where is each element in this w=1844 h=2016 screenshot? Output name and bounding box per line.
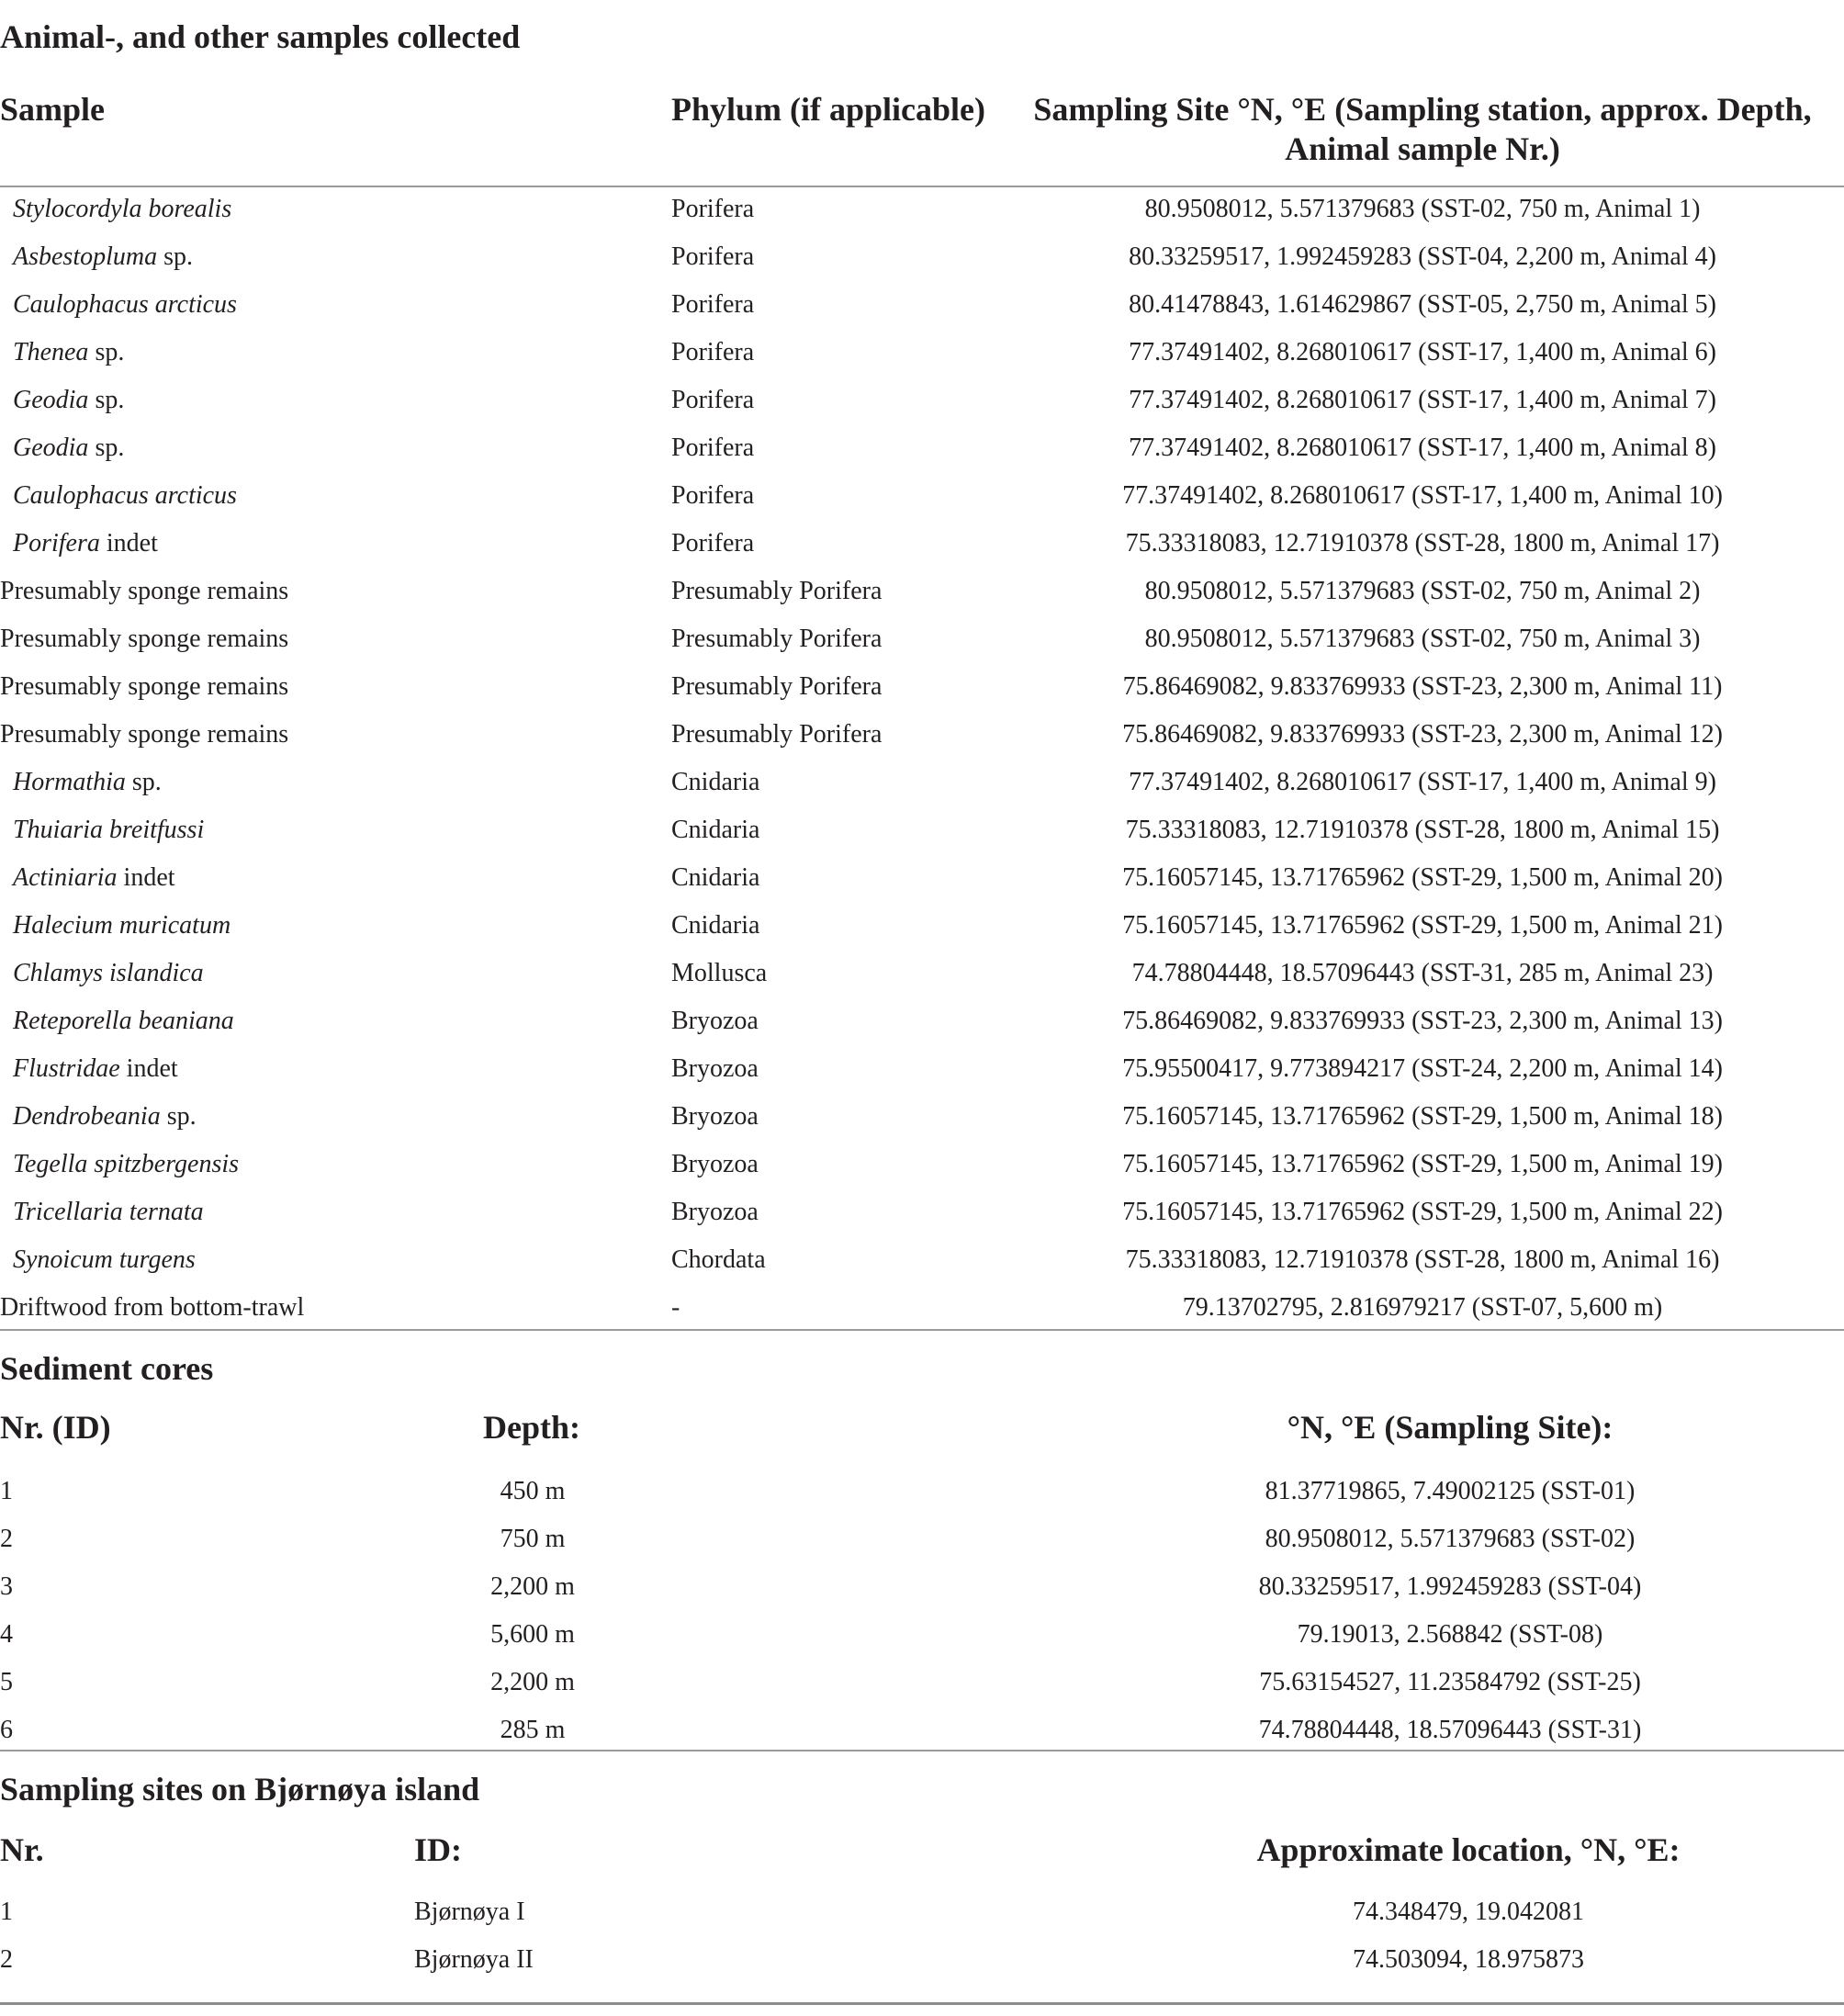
site-nr: 1 — [0, 1898, 13, 1926]
table-row — [0, 1611, 1844, 1659]
sample-site: 75.86469082, 9.833769933 (SST-23, 2,300 m, Animal 13) — [1122, 1007, 1723, 1035]
sample-name: Driftwood from bottom-trawl — [0, 1293, 305, 1322]
sample-taxon: Geodia — [13, 434, 89, 462]
sample-suffix: indet — [99, 529, 158, 557]
sample-site: 75.33318083, 12.71910378 (SST-28, 1800 m, Animal 15) — [1125, 816, 1720, 844]
sample-site: 75.95500417, 9.773894217 (SST-24, 2,200 m, Animal 14) — [1122, 1054, 1723, 1083]
sample-phylum: Porifera — [671, 290, 755, 319]
core-site: 80.9508012, 5.571379683 (SST-02) — [1265, 1525, 1636, 1553]
sample-suffix: indet — [119, 1054, 178, 1083]
core-nr: 5 — [0, 1668, 13, 1696]
core-nr: 4 — [0, 1620, 13, 1649]
table-row — [0, 1045, 1844, 1093]
sample-site: 77.37491402, 8.268010617 (SST-17, 1,400 m, Animal 10) — [1122, 481, 1723, 510]
sample-suffix: sp. — [125, 768, 162, 796]
sample-site: 75.16057145, 13.71765962 (SST-29, 1,500 m, Animal 22) — [1122, 1198, 1723, 1226]
sample-name — [13, 854, 175, 902]
sample-name — [13, 233, 193, 281]
table-row — [0, 186, 1844, 233]
table-row — [0, 424, 1844, 472]
table-row — [0, 663, 1844, 711]
core-depth: 450 m — [500, 1477, 566, 1505]
sample-phylum: Cnidaria — [671, 768, 760, 796]
animal-section-title: Animal-, and other samples collected — [0, 18, 521, 55]
sample-site: 74.78804448, 18.57096443 (SST-31, 285 m, Animal 23) — [1131, 959, 1714, 987]
core-site: 75.63154527, 11.23584792 (SST-25) — [1259, 1668, 1641, 1696]
sample-taxon: Synoicum turgens — [13, 1245, 196, 1274]
sediment-section-bottom-rule — [0, 1750, 1844, 1751]
sample-name: Presumably sponge remains — [0, 720, 289, 749]
header-sample: Sample — [0, 91, 106, 128]
bjornoya-header-location: Approximate location, °N, °E: — [1256, 1831, 1681, 1868]
core-nr: 1 — [0, 1477, 13, 1505]
sample-site: 80.9508012, 5.571379683 (SST-02, 750 m, Animal 3) — [1144, 625, 1701, 653]
sample-name: Presumably sponge remains — [0, 577, 289, 605]
table-row — [0, 615, 1844, 663]
sample-name — [13, 1093, 197, 1141]
sample-phylum: Presumably Porifera — [671, 672, 883, 701]
sample-phylum: Presumably Porifera — [671, 577, 883, 605]
sample-phylum: Cnidaria — [671, 911, 760, 940]
header-sampling-site-line1: Sampling Site °N, °E (Sampling station, approx. Depth, — [1033, 91, 1812, 128]
table-row — [0, 1659, 1844, 1706]
sample-taxon: Thenea — [13, 338, 89, 366]
core-depth: 2,200 m — [490, 1668, 575, 1696]
sample-phylum: Bryozoa — [671, 1150, 759, 1178]
table-row — [0, 520, 1844, 568]
sample-phylum: Bryozoa — [671, 1198, 759, 1226]
sample-phylum: Cnidaria — [671, 816, 760, 844]
sample-phylum: - — [671, 1293, 680, 1322]
sample-phylum: Porifera — [671, 434, 755, 462]
sample-name — [13, 806, 204, 854]
table-row — [0, 329, 1844, 377]
sample-name — [13, 997, 234, 1045]
sample-name — [13, 186, 231, 233]
table-row — [0, 377, 1844, 424]
site-location: 74.503094, 18.975873 — [1353, 1945, 1584, 1974]
sediment-header-site: °N, °E (Sampling Site): — [1287, 1409, 1614, 1446]
header-sampling-site — [1001, 90, 1844, 169]
sample-site: 75.33318083, 12.71910378 (SST-28, 1800 m, Animal 16) — [1125, 1245, 1720, 1274]
sample-name — [13, 424, 124, 472]
sample-taxon: Hormathia — [13, 768, 126, 796]
sample-phylum: Porifera — [671, 481, 755, 510]
sample-phylum: Porifera — [671, 386, 755, 414]
sample-name — [13, 1045, 178, 1093]
sample-site: 77.37491402, 8.268010617 (SST-17, 1,400 m, Animal 6) — [1129, 338, 1716, 366]
sample-phylum: Porifera — [671, 242, 755, 271]
table-row — [0, 281, 1844, 329]
table-row — [0, 1468, 1844, 1515]
table-row — [0, 1563, 1844, 1611]
sample-phylum: Bryozoa — [671, 1007, 759, 1035]
site-location: 74.348479, 19.042081 — [1353, 1898, 1584, 1926]
sample-name — [13, 1141, 239, 1188]
sample-name — [13, 520, 158, 568]
sample-site: 79.13702795, 2.816979217 (SST-07, 5,600 m) — [1182, 1293, 1663, 1322]
sample-name — [13, 377, 124, 424]
table-row — [0, 759, 1844, 806]
site-id: Bjørnøya I — [414, 1898, 525, 1926]
sample-name — [13, 1236, 196, 1284]
bjornoya-section-title: Sampling sites on Bjørnøya island — [0, 1771, 480, 1808]
site-id: Bjørnøya II — [414, 1945, 534, 1974]
sample-suffix: sp. — [88, 434, 125, 462]
table-row — [0, 1936, 1844, 1984]
table-row — [0, 1515, 1844, 1563]
sample-site: 80.9508012, 5.571379683 (SST-02, 750 m, Animal 2) — [1144, 577, 1701, 605]
sample-name: Presumably sponge remains — [0, 672, 289, 701]
sample-site: 75.16057145, 13.71765962 (SST-29, 1,500 m, Animal 21) — [1122, 911, 1723, 940]
sample-site: 75.33318083, 12.71910378 (SST-28, 1800 m, Animal 17) — [1125, 529, 1720, 557]
sample-taxon: Caulophacus arcticus — [13, 290, 237, 319]
sample-taxon: Flustridae — [13, 1054, 120, 1083]
core-depth: 2,200 m — [490, 1572, 575, 1601]
core-nr: 3 — [0, 1572, 13, 1601]
sample-name — [13, 472, 237, 520]
core-site: 80.33259517, 1.992459283 (SST-04) — [1258, 1572, 1642, 1601]
sediment-header-nr: Nr. (ID) — [0, 1409, 111, 1446]
bjornoya-header-id: ID: — [414, 1831, 462, 1868]
sample-site: 75.16057145, 13.71765962 (SST-29, 1,500 m, Animal 19) — [1122, 1150, 1723, 1178]
table-row — [0, 950, 1844, 997]
sediment-header-depth: Depth: — [483, 1409, 580, 1446]
sample-site: 75.86469082, 9.833769933 (SST-23, 2,300 m, Animal 12) — [1122, 720, 1723, 749]
table-row — [0, 1284, 1844, 1332]
table-row — [0, 1093, 1844, 1141]
table-row — [0, 711, 1844, 759]
header-sampling-site-line2: Animal sample Nr.) — [1285, 130, 1560, 167]
sample-name — [13, 902, 230, 950]
table-row — [0, 568, 1844, 615]
sample-name — [13, 281, 237, 329]
sample-taxon: Porifera — [13, 529, 100, 557]
core-site: 79.19013, 2.568842 (SST-08) — [1297, 1620, 1603, 1649]
sample-phylum: Bryozoa — [671, 1054, 759, 1083]
sample-phylum: Presumably Porifera — [671, 720, 883, 749]
table-row — [0, 902, 1844, 950]
table-bottom-rule — [0, 2002, 1844, 2005]
sample-phylum: Bryozoa — [671, 1102, 759, 1131]
sample-site: 77.37491402, 8.268010617 (SST-17, 1,400 m, Animal 9) — [1129, 768, 1716, 796]
sample-taxon: Reteporella beaniana — [13, 1007, 234, 1035]
table-row — [0, 997, 1844, 1045]
sample-suffix: sp. — [88, 386, 125, 414]
core-depth: 750 m — [500, 1525, 566, 1553]
sample-site: 75.86469082, 9.833769933 (SST-23, 2,300 m, Animal 11) — [1122, 672, 1723, 701]
table-row — [0, 1188, 1844, 1236]
sample-taxon: Thuiaria breitfussi — [13, 816, 205, 844]
core-nr: 2 — [0, 1525, 13, 1553]
core-site: 81.37719865, 7.49002125 (SST-01) — [1265, 1477, 1636, 1505]
sample-taxon: Halecium muricatum — [13, 911, 231, 940]
sample-site: 77.37491402, 8.268010617 (SST-17, 1,400 m, Animal 8) — [1129, 434, 1716, 462]
table-row — [0, 1141, 1844, 1188]
table-row — [0, 1236, 1844, 1284]
animal-section-bottom-rule — [0, 1329, 1844, 1331]
table-row — [0, 1706, 1844, 1754]
sample-name — [13, 950, 204, 997]
sample-taxon: Dendrobeania — [13, 1102, 161, 1131]
table-row — [0, 854, 1844, 902]
sample-taxon: Caulophacus arcticus — [13, 481, 237, 510]
sample-suffix: sp. — [157, 242, 194, 271]
core-nr: 6 — [0, 1716, 13, 1744]
sample-name: Presumably sponge remains — [0, 625, 289, 653]
sample-taxon: Tricellaria ternata — [13, 1198, 204, 1226]
sediment-section-title: Sediment cores — [0, 1350, 214, 1387]
sample-taxon: Stylocordyla borealis — [13, 195, 232, 223]
sample-suffix: indet — [117, 863, 175, 892]
sample-phylum: Chordata — [671, 1245, 766, 1274]
sample-name — [13, 329, 124, 377]
header-phylum: Phylum (if applicable) — [671, 91, 986, 128]
sample-name — [13, 1188, 204, 1236]
core-depth: 5,600 m — [490, 1620, 575, 1649]
site-nr: 2 — [0, 1945, 13, 1974]
sample-phylum: Mollusca — [671, 959, 768, 987]
sample-taxon: Actiniaria — [13, 863, 118, 892]
sample-site: 80.41478843, 1.614629867 (SST-05, 2,750 m, Animal 5) — [1129, 290, 1716, 319]
sample-taxon: Tegella spitzbergensis — [13, 1150, 240, 1178]
table-row — [0, 233, 1844, 281]
sample-taxon: Chlamys islandica — [13, 959, 204, 987]
sample-site: 80.33259517, 1.992459283 (SST-04, 2,200 m, Animal 4) — [1129, 242, 1716, 271]
table-row — [0, 1888, 1844, 1936]
sample-suffix: sp. — [88, 338, 125, 366]
sample-taxon: Asbestopluma — [13, 242, 158, 271]
table-row — [0, 472, 1844, 520]
core-site: 74.78804448, 18.57096443 (SST-31) — [1258, 1716, 1642, 1744]
sample-phylum: Porifera — [671, 195, 755, 223]
sample-phylum: Cnidaria — [671, 863, 760, 892]
sample-site: 75.16057145, 13.71765962 (SST-29, 1,500 m, Animal 20) — [1122, 863, 1723, 892]
core-depth: 285 m — [500, 1716, 566, 1744]
sample-phylum: Porifera — [671, 338, 755, 366]
sample-phylum: Presumably Porifera — [671, 625, 883, 653]
sample-phylum: Porifera — [671, 529, 755, 557]
sample-taxon: Geodia — [13, 386, 89, 414]
sample-site: 75.16057145, 13.71765962 (SST-29, 1,500 m, Animal 18) — [1122, 1102, 1723, 1131]
sample-suffix: sp. — [160, 1102, 197, 1131]
sample-site: 77.37491402, 8.268010617 (SST-17, 1,400 m, Animal 7) — [1129, 386, 1716, 414]
bjornoya-header-nr: Nr. — [0, 1831, 44, 1868]
sample-name — [13, 759, 162, 806]
table-row — [0, 806, 1844, 854]
sample-site: 80.9508012, 5.571379683 (SST-02, 750 m, Animal 1) — [1144, 195, 1701, 223]
